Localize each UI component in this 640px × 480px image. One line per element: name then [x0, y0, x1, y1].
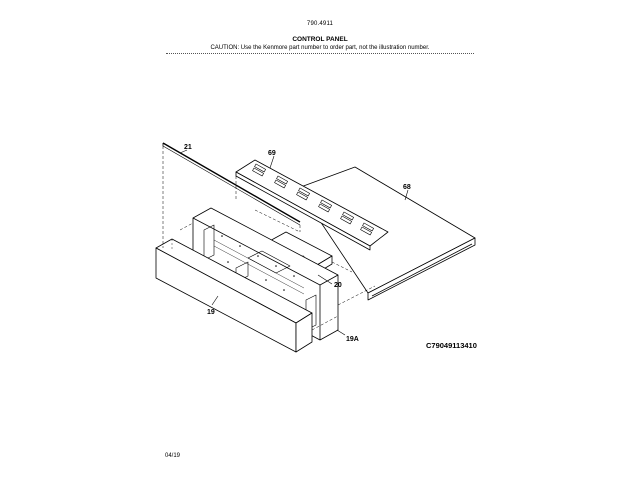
illustration-code: C79049113410 — [426, 341, 477, 350]
part-label-19A: 19A — [346, 336, 359, 343]
caution-note: CAUTION: Use the Kenmore part number to order part, not the illustration number. — [210, 45, 430, 51]
part-label-21: 21 — [184, 144, 192, 151]
part-label-68: 68 — [403, 184, 411, 191]
part-label-20: 20 — [334, 282, 342, 289]
part-label-19: 19 — [207, 309, 215, 316]
page-title: CONTROL PANEL — [292, 36, 348, 43]
part-label-69: 69 — [268, 150, 276, 157]
revision-date: 04/19 — [165, 453, 181, 459]
model-number: 790.4911 — [306, 21, 334, 27]
